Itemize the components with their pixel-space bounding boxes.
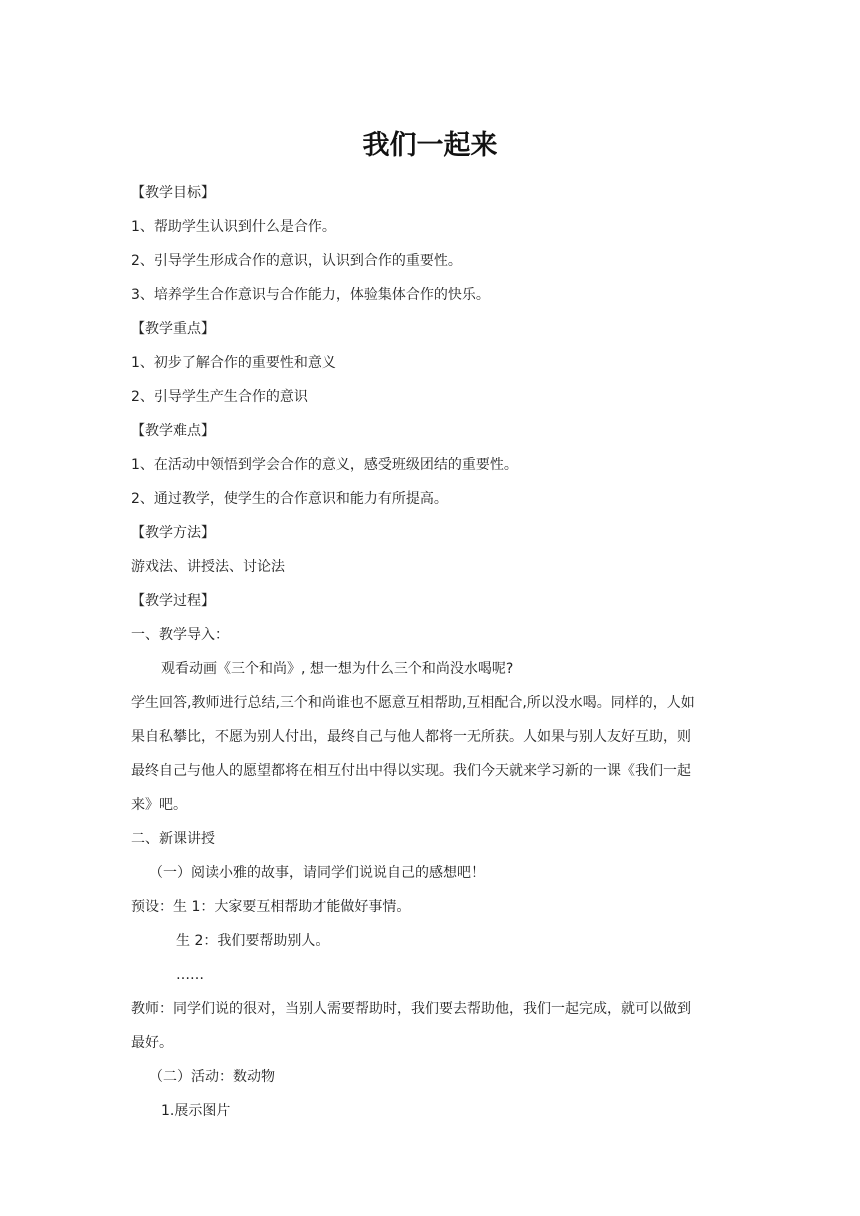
- intro-answer-paragraph: [131, 686, 731, 822]
- paragraph-line: 学生回答,教师进行总结,三个和尚谁也不愿意互相帮助,互相配合,所以没水喝。同样的，人如: [131, 695, 695, 711]
- ellipsis: ……: [176, 967, 204, 983]
- paragraph-line: 最好。: [131, 1035, 173, 1051]
- method-text: 游戏法、讲授法、讨论法: [131, 559, 285, 575]
- paragraph-line: 果自私攀比，不愿为别人付出，最终自己与他人都将一无所获。人如果与别人友好互助，则: [131, 729, 691, 745]
- difficulty-item: 1、在活动中领悟到学会合作的意义，感受班级团结的重要性。: [131, 457, 518, 473]
- step1: 1.展示图片: [161, 1103, 231, 1119]
- preset-2: 生 2：我们要帮助别人。: [176, 933, 330, 949]
- paragraph-line: 来》吧。: [131, 797, 187, 813]
- goal-item: 1、帮助学生认识到什么是合作。: [131, 219, 336, 235]
- paragraph-line: 最终自己与他人的愿望都将在相互付出中得以实现。我们今天就来学习新的一课《我们一起: [131, 763, 691, 779]
- teacher-paragraph: [131, 992, 731, 1060]
- focus-item: 2、引导学生产生合作的意识: [131, 389, 308, 405]
- intro-prompt: 观看动画《三个和尚》, 想一想为什么三个和尚没水喝呢?: [161, 661, 514, 677]
- method-heading: 【教学方法】: [131, 525, 215, 541]
- focus-item: 1、初步了解合作的重要性和意义: [131, 355, 336, 371]
- part2-heading: （二）活动：数动物: [149, 1069, 275, 1085]
- preset-1: 预设：生 1：大家要互相帮助才能做好事情。: [131, 899, 411, 915]
- difficulty-heading: 【教学难点】: [131, 423, 215, 439]
- goal-item: 2、引导学生形成合作的意识，认识到合作的重要性。: [131, 253, 462, 269]
- goal-item: 3、培养学生合作意识与合作能力，体验集体合作的快乐。: [131, 287, 490, 303]
- new-lesson-heading: 二、新课讲授: [131, 831, 215, 847]
- intro-heading: 一、教学导入：: [131, 627, 229, 643]
- part1-heading: （一）阅读小雅的故事，请同学们说说自己的感想吧！: [149, 865, 485, 881]
- process-heading: 【教学过程】: [131, 593, 215, 609]
- focus-heading: 【教学重点】: [131, 321, 215, 337]
- document-body: [131, 176, 731, 1128]
- goals-heading: 【教学目标】: [131, 185, 215, 201]
- document-title: 我们一起来: [362, 130, 498, 161]
- paragraph-line: 教师：同学们说的很对，当别人需要帮助时，我们要去帮助他，我们一起完成，就可以做到: [131, 1001, 691, 1017]
- difficulty-item: 2、通过教学，使学生的合作意识和能力有所提高。: [131, 491, 448, 507]
